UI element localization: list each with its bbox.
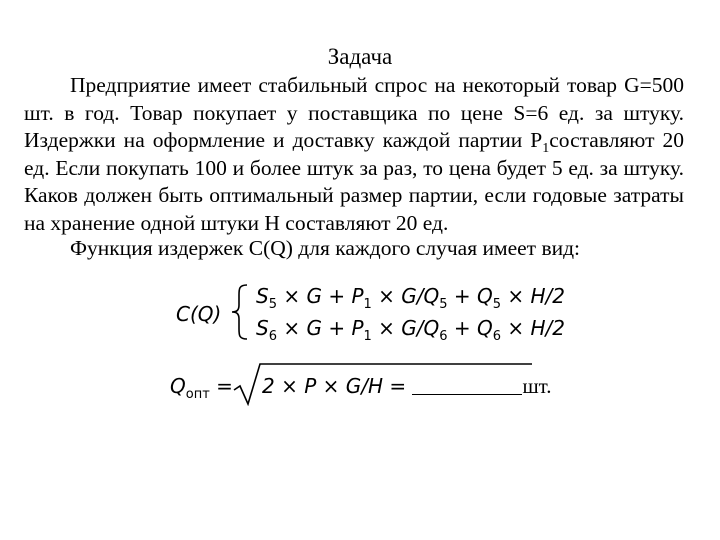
cq-case-2: $S_6 \times G + P_1 \times G/Q_6 + Q_6 \times H/2$ xyxy=(256,316,565,344)
unit-label: шт. xyxy=(522,374,552,398)
cq-case-1: $S_5 \times G + P_1 \times G/Q_5 + Q_5 \times H/2$ xyxy=(256,284,565,312)
problem-statement xyxy=(24,72,684,238)
problem-text-part1: Предприятие имеет стабильный спрос на некоторый товар G=500 шт. в год. Товар покупает у поставщика по цене S=6 ед. за штуку. Издержки на оформление и доставку каждой партии P xyxy=(24,73,684,153)
qopt-lhs: $Q_{опт}$ = xyxy=(170,374,233,402)
p-subscript: 1 xyxy=(542,141,550,157)
qopt-radicand: 2 × P × G/H = шт. xyxy=(262,374,552,398)
problem-text-part2: составляют 20 ед. Если покупать 100 и более штук за раз, то цена будет 5 ед. за штуку. Каков должен быть оптимальный размер партии, если годовые затраты на хранение одной штуки H составляют 20 ед. xyxy=(24,128,684,235)
function-intro: Функция издержек C(Q) для каждого случая имеет вид: xyxy=(70,236,581,260)
cq-lhs: C(Q) xyxy=(176,302,222,326)
answer-blank xyxy=(412,376,522,395)
task-heading: Задача xyxy=(327,44,393,69)
left-brace xyxy=(229,283,253,341)
